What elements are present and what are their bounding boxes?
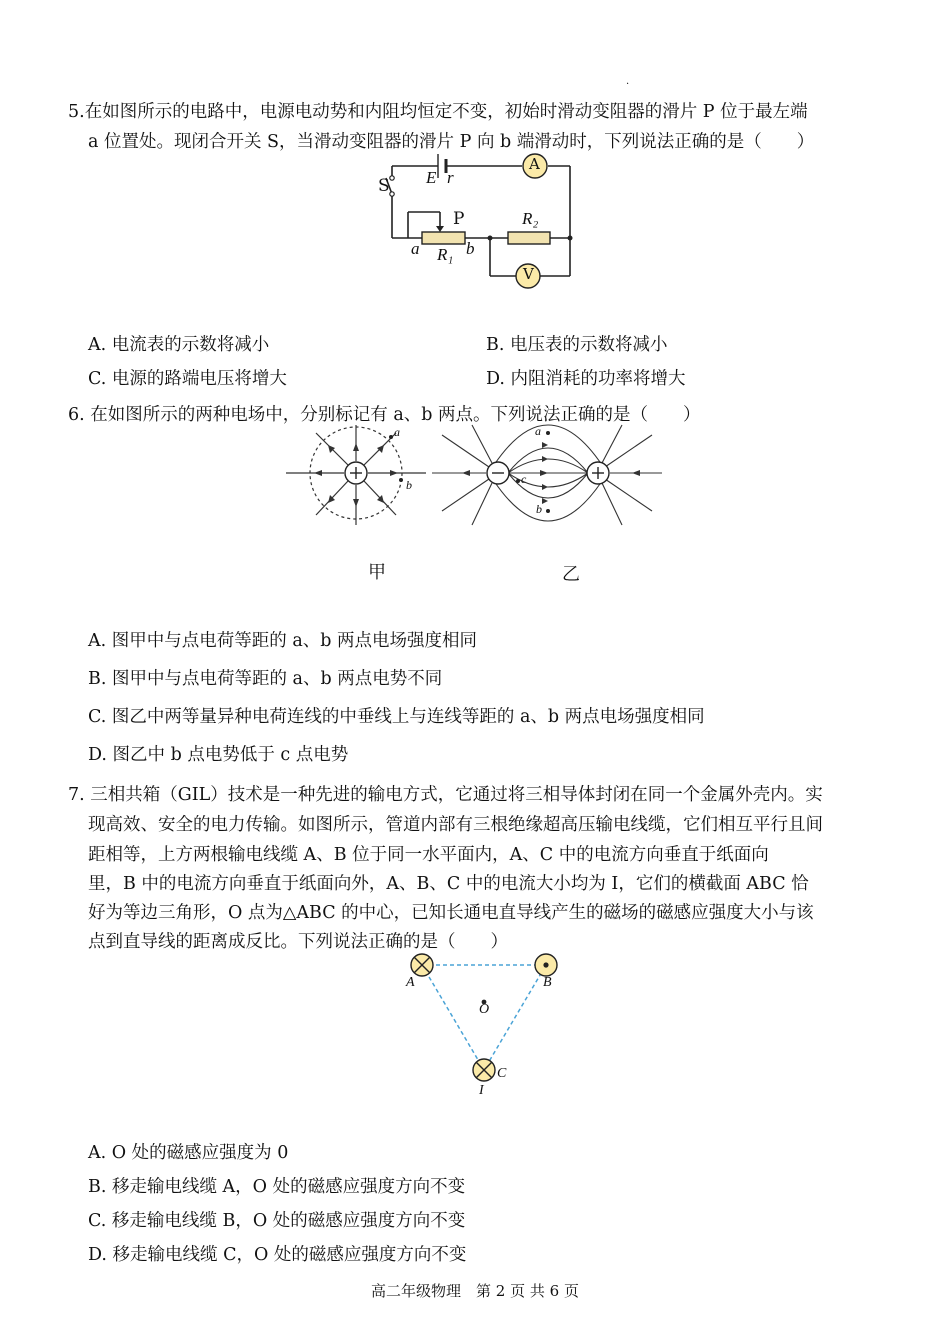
q6-jia-label-a: a <box>394 425 400 439</box>
q6-yi-label-c: c <box>521 472 527 486</box>
q5-label-R1: R₁ <box>437 245 454 264</box>
q5-label-P: P <box>453 209 465 229</box>
q5-circuit-figure <box>360 148 590 298</box>
q7-stem-line1: 7. 三相共箱（GIL）技术是一种先进的输电方式，它通过将三相导体封闭在同一个金属外壳内。实 <box>68 785 823 805</box>
q6-caption-jia: 甲 <box>368 562 386 583</box>
q7-stem-line4: 里，B 中的电流方向垂直于纸面向外，A、B、C 中的电流大小均为 I，它们的横截面 ABC 恰 <box>88 874 809 894</box>
q7-stem-line6: 点到直导线的距离成反比。下列说法正确的是（ ） <box>88 932 508 952</box>
q6-option-b: B. 图甲中与点电荷等距的 a、b 两点电势不同 <box>88 669 443 689</box>
q5-stem-line2: a 位置处。现闭合开关 S，当滑动变阻器的滑片 P 向 b 端滑动时，下列说法正确的是（ ） <box>88 132 815 152</box>
q6-option-a: A. 图甲中与点电荷等距的 a、b 两点电场强度相同 <box>88 631 478 651</box>
q5-option-d: D. 内阻消耗的功率将增大 <box>486 369 686 389</box>
q7-option-b: B. 移走输电线缆 A，O 处的磁感应强度方向不变 <box>88 1177 466 1197</box>
q5-option-c: C. 电源的路端电压将增大 <box>88 369 287 389</box>
q5-label-S: S <box>378 176 390 196</box>
q7-label-B: B <box>543 975 552 990</box>
q6-figure-yi <box>432 425 662 535</box>
q6-option-d: D. 图乙中 b 点电势低于 c 点电势 <box>88 745 349 765</box>
q5-label-r: r <box>447 168 454 187</box>
q5-label-E: E <box>426 168 437 187</box>
q6-caption-yi: 乙 <box>562 564 580 585</box>
q5-option-b: B. 电压表的示数将减小 <box>486 335 668 355</box>
q7-triangle-figure <box>400 950 570 1100</box>
q5-label-b: b <box>466 239 475 258</box>
stray-dot: . <box>626 76 630 87</box>
q6-jia-label-b: b <box>406 478 412 492</box>
q6-yi-label-a: a <box>535 424 541 438</box>
q5-label-A: A <box>529 155 540 173</box>
q6-yi-label-b: b <box>536 502 542 516</box>
q5-stem-line1: 5.在如图所示的电路中，电源电动势和内阻均恒定不变，初始时滑动变阻器的滑片 P 位于最左端 <box>68 102 808 122</box>
q5-label-R2: R₂ <box>522 209 539 228</box>
page-footer: 高二年级物理 第 2 页 共 6 页 <box>371 1282 579 1300</box>
q5-label-a: a <box>411 239 420 258</box>
resistor-r2 <box>508 232 550 244</box>
q7-label-I: I <box>479 1083 484 1098</box>
q6-figure-jia <box>286 425 426 525</box>
q5-label-V: V <box>523 265 534 283</box>
q7-stem-line2: 现高效、安全的电力传输。如图所示，管道内部有三根绝缘超高压输电线缆，它们相互平行且间 <box>88 815 823 835</box>
q7-stem-line5: 好为等边三角形，O 点为△ABC 的中心，已知长通电直导线产生的磁场的磁感应强度大小与该 <box>88 903 814 923</box>
q7-label-C: C <box>497 1066 507 1081</box>
q7-option-c: C. 移走输电线缆 B，O 处的磁感应强度方向不变 <box>88 1211 466 1231</box>
q6-option-c: C. 图乙中两等量异种电荷连线的中垂线上与连线等距的 a、b 两点电场强度相同 <box>88 707 705 727</box>
q7-label-O: O <box>479 1002 490 1017</box>
q7-label-A: A <box>406 975 415 990</box>
q5-option-a: A. 电流表的示数将减小 <box>88 335 270 355</box>
resistor-r1 <box>422 232 465 244</box>
q7-stem-line3: 距相等，上方两根输电线缆 A、B 位于同一水平面内，A、C 中的电流方向垂直于纸面向 <box>88 845 769 865</box>
q7-option-d: D. 移走输电线缆 C，O 处的磁感应强度方向不变 <box>88 1245 467 1265</box>
q6-stem: 6. 在如图所示的两种电场中，分别标记有 a、b 两点。下列说法正确的是（ ） <box>68 405 701 425</box>
q7-option-a: A. O 处的磁感应强度为 0 <box>88 1143 289 1163</box>
